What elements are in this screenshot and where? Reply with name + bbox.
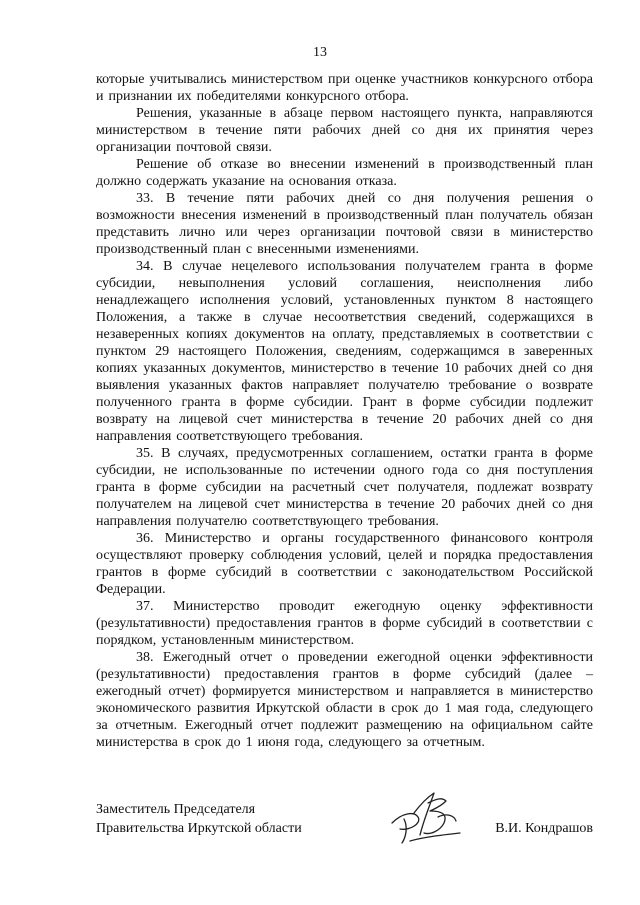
page-number: 13 <box>313 45 327 60</box>
handwritten-signature <box>384 783 474 849</box>
signer-title-line-2: Правительства Иркутской области <box>96 821 302 836</box>
paragraph: 38. Ежегодный отчет о проведении ежегодной оценки эффективности (результативности) предоставления грантов в форме субсидий (далее – ежегодный отчет) формируется министерством и направляется в министерство экономического развития Иркутской области в срок до 1 мая года, следующего за отчетным. Ежегодный отчет подлежит размещению на официальном сайте министерства в срок до 1 июня года, следующего за отчетным. <box>96 650 593 750</box>
paragraph: 35. В случаях, предусмотренных соглашением, остатки гранта в форме субсидии, не использованные по истечении одного года со дня поступления гранта в форме субсидии на расчетный счет получателя, подлежат возврату получателем на лицевой счет министерства в течение 20 рабочих дней со дня направления получателю соответствующего требования. <box>96 446 593 529</box>
signer-name: В.И. Кондрашов <box>495 821 593 836</box>
body-text <box>96 71 593 751</box>
signer-title-line-1: Заместитель Председателя <box>96 802 256 817</box>
signature-block <box>96 801 593 861</box>
paragraph: которые учитывались министерством при оценке участников конкурсного отбора и признании их победителями конкурсного отбора. <box>96 72 593 104</box>
paragraph: Решения, указанные в абзаце первом настоящего пункта, направляются министерством в течение пяти рабочих дней со дня их принятия через организации почтовой связи. <box>96 106 593 155</box>
paragraph: 34. В случае нецелевого использования получателем гранта в форме субсидии, невыполнения условий соглашения, неисполнения либо ненадлежащего исполнения условий, установленных пунктом 8 настоящего Положения, а также в случае несоответствия сведений, содержащихся в незаверенных копиях документов на оплату, представляемых в соответствии с пунктом 29 настоящего Положения, сведениям, содержащимся в заверенных копиях указанных документов, министерство в течение 10 рабочих дней со дня выявления указанных фактов направляет получателю требование о возврате полученного гранта в форме субсидии. Грант в форме субсидии подлежит возврату на лицевой счет министерства в течение 20 рабочих дней со дня направления соответствующего требования. <box>96 259 593 444</box>
paragraph: 37. Министерство проводит ежегодную оценку эффективности (результативности) предоставления грантов в форме субсидий в соответствии с порядком, установленным министерством. <box>96 599 593 648</box>
paragraph: 33. В течение пяти рабочих дней со дня получения решения о возможности внесения изменений в производственный план получатель обязан представить лично или через организации почтовой связи в министерство производственный план с внесенными изменениями. <box>96 191 593 257</box>
paragraph: 36. Министерство и органы государственного финансового контроля осуществляют проверку соблюдения условий, целей и порядка предоставления грантов в форме субсидий в соответствии с законодательством Российской Федерации. <box>96 531 593 597</box>
paragraph: Решение об отказе во внесении изменений в производственный план должно содержать указание на основания отказа. <box>96 157 593 189</box>
